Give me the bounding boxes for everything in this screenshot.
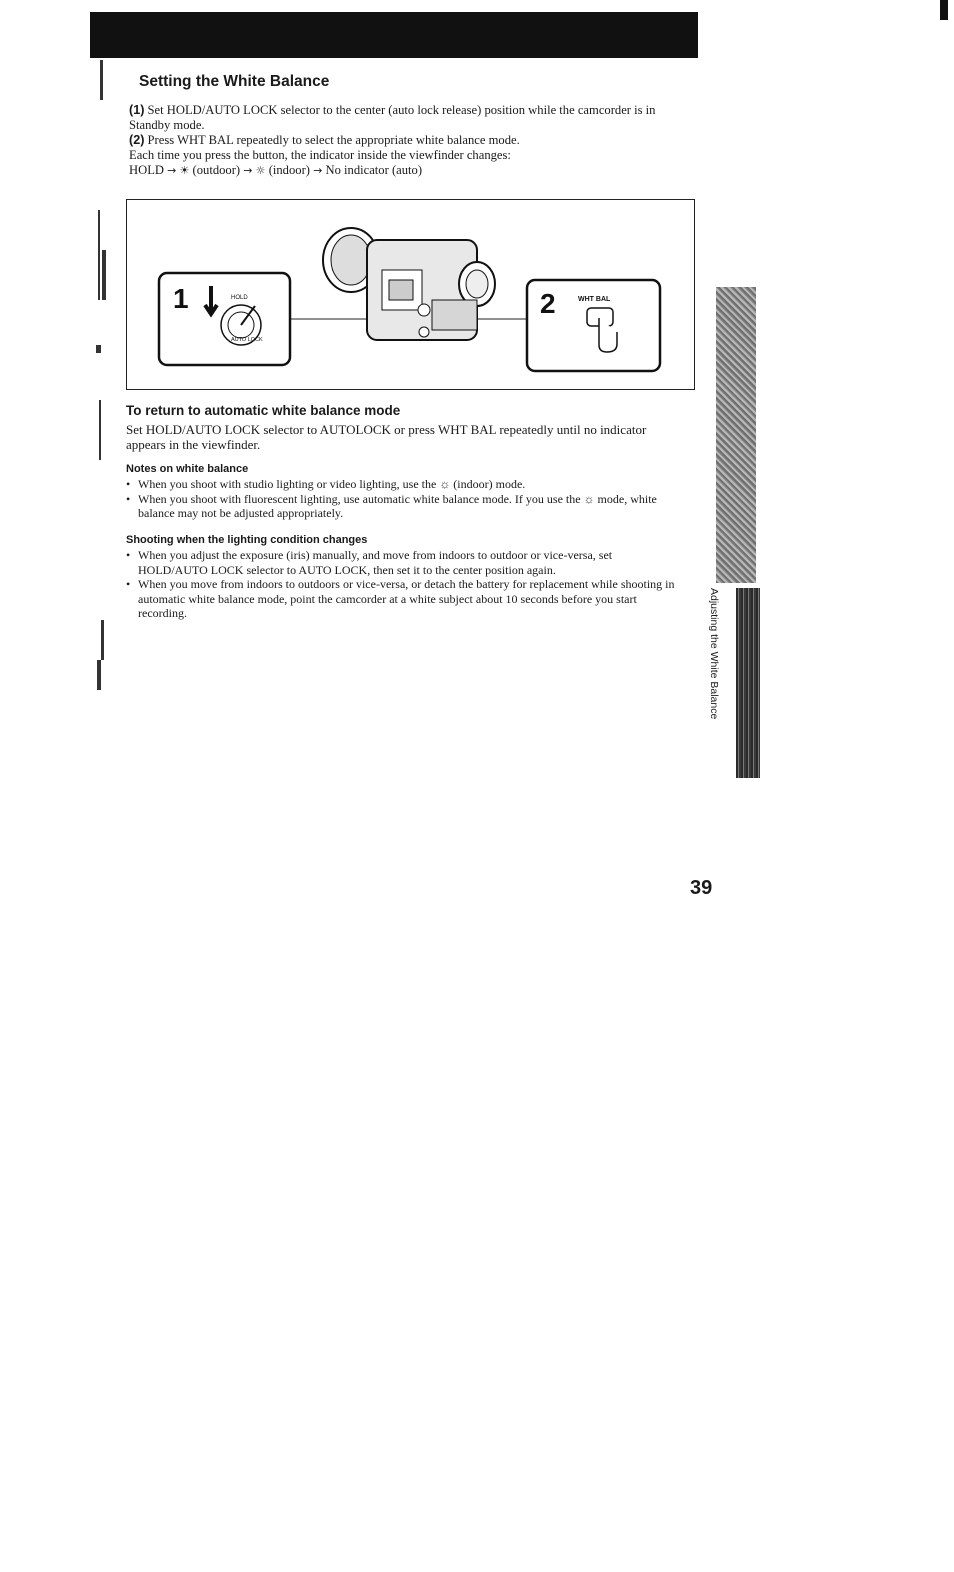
notes-list <box>124 477 684 521</box>
side-tab-label: Adjusting the White Balance <box>708 588 720 720</box>
indoor-bulb-icon: ☼ <box>255 164 266 177</box>
side-tab-block <box>716 287 756 583</box>
header-bar <box>90 12 698 58</box>
arrow-icon: → <box>167 164 177 177</box>
shooting-heading: Shooting when the lighting condition changes <box>126 534 368 546</box>
list-item: • When you shoot with fluorescent lighting, use automatic white balance mode. If you use the ☼ mode, white balance may not be adjusted appropriately. <box>124 492 684 521</box>
hold-label: HOLD <box>231 295 248 301</box>
scan-margin-marks <box>90 60 112 720</box>
arrow-icon: → <box>243 164 253 177</box>
seq-indoor: (indoor) <box>268 163 310 177</box>
wht-bal-label: WHT BAL <box>578 296 611 303</box>
seq-hold: HOLD <box>129 163 164 177</box>
outdoor-sun-icon: ☀ <box>179 164 190 177</box>
illustration-box <box>126 199 695 390</box>
step-2-number: (2) <box>129 133 145 147</box>
shooting-list <box>124 548 684 621</box>
list-item: • When you adjust the exposure (iris) manually, and move from indoors to outdoor or vice-versa, set HOLD/AUTO LOCK selector to AUTO LOCK, then set it to the center position again. <box>124 548 684 577</box>
camcorder-icon <box>323 228 495 340</box>
list-item: • When you move from indoors to outdoors or vice-versa, or detach the battery for replacement while shooting in automatic white balance mode, point the camcorder at a white subject about 10 seconds before you start recording. <box>124 577 684 621</box>
mode-sequence <box>129 163 699 178</box>
each-time-text: Each time you press the button, the indicator inside the viewfinder changes: <box>129 148 511 162</box>
side-tab-edge <box>736 588 760 778</box>
step-2 <box>129 133 699 148</box>
step-1 <box>129 103 699 133</box>
step-1-text: Set HOLD/AUTO LOCK selector to the center (auto lock release) position while the camcorder is in Standby mode. <box>129 103 656 132</box>
corner-mark <box>940 0 948 20</box>
camcorder-illustration <box>127 200 694 389</box>
callout-2-number: 2 <box>540 288 556 319</box>
seq-none: No indicator (auto) <box>325 163 423 177</box>
section-title: Setting the White Balance <box>139 73 330 90</box>
step-2-text: Press WHT BAL repeatedly to select the appropriate white balance mode. <box>144 133 520 147</box>
list-item: • When you shoot with studio lighting or video lighting, use the ☼ (indoor) mode. <box>124 477 684 492</box>
callout-1-number: 1 <box>173 283 189 314</box>
return-heading: To return to automatic white balance mode <box>126 403 401 418</box>
autolock-label: AUTO LOCK <box>231 337 263 343</box>
seq-outdoor: (outdoor) <box>192 163 241 177</box>
step-1-number: (1) <box>129 103 145 117</box>
arrow-icon: → <box>313 164 323 177</box>
instructions <box>129 103 699 178</box>
notes-heading: Notes on white balance <box>126 463 249 475</box>
page-number: 39 <box>690 877 713 899</box>
return-text: Set HOLD/AUTO LOCK selector to AUTOLOCK or press WHT BAL repeatedly until no indicator appears in the viewfinder. <box>126 422 647 452</box>
